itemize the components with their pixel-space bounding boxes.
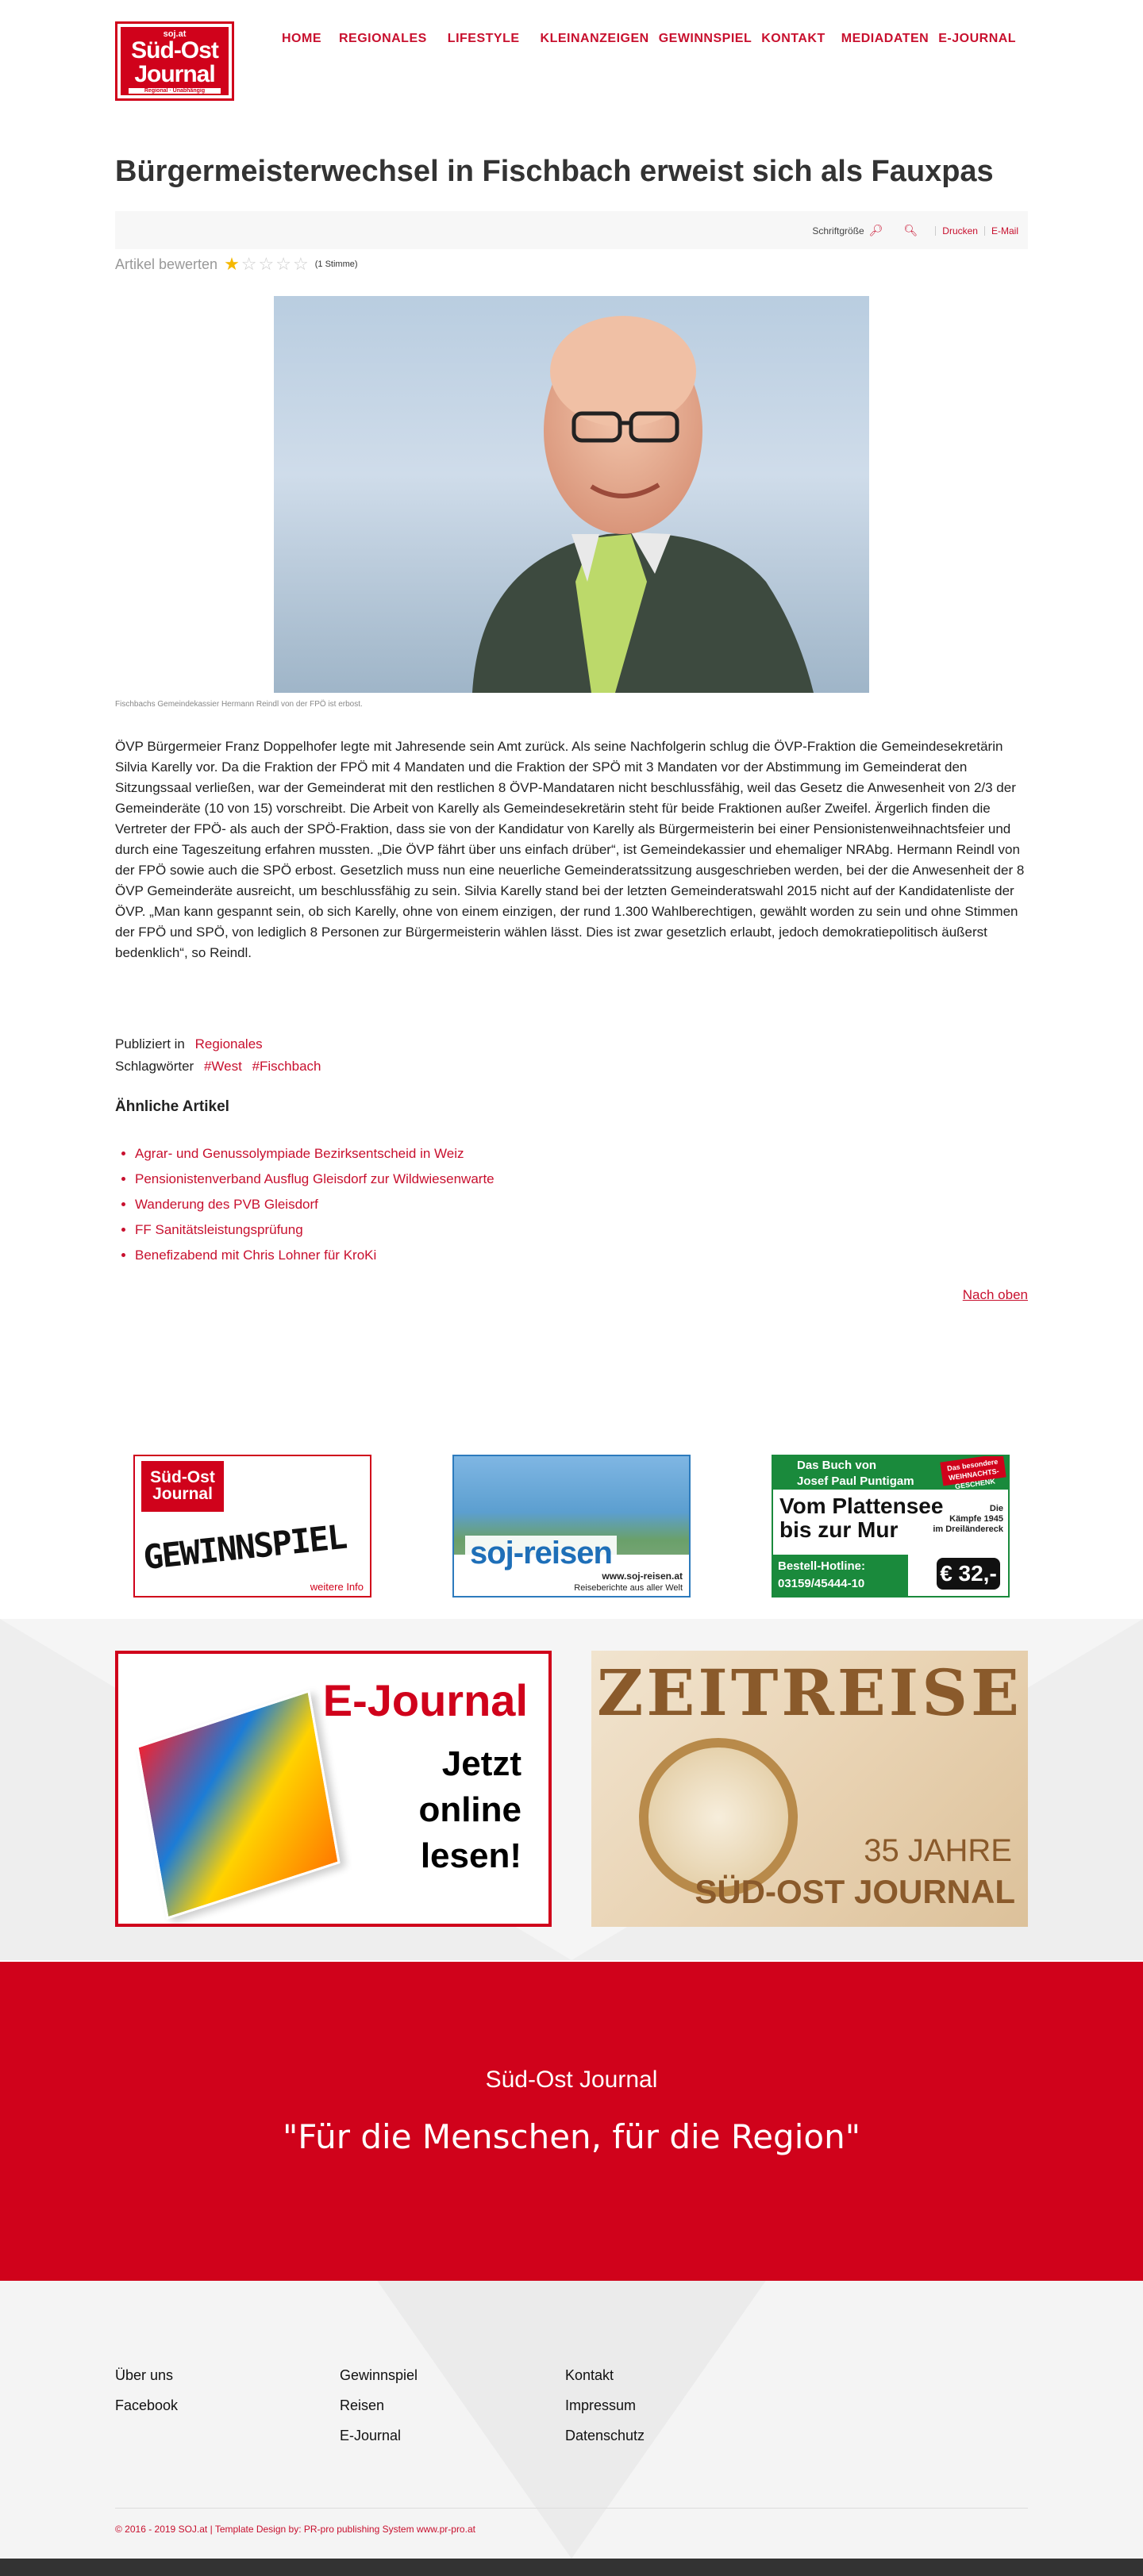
buch-title-line2: bis zur Mur (779, 1517, 899, 1542)
buch-place-line2: Kämpfe 1945 (949, 1514, 1003, 1524)
reisen-word: soj-reisen (465, 1536, 617, 1571)
footer-link-kontakt[interactable]: Kontakt (565, 2367, 614, 2383)
buch-place-line1: Die (989, 1504, 1003, 1513)
footer-link-ueber-uns[interactable]: Über uns (115, 2367, 174, 2383)
related-heading: Ähnliche Artikel (115, 1098, 229, 1115)
tags-row (115, 1055, 321, 1078)
buch-place (933, 1504, 1003, 1535)
footer-col-1 (115, 2360, 178, 2420)
nav-kontakt[interactable]: KONTAKT (761, 32, 826, 45)
related-list (135, 1141, 495, 1268)
zoom-in-icon[interactable]: 🔍︎ (903, 224, 918, 236)
category-link[interactable]: Regionales (194, 1036, 263, 1052)
list-item (135, 1217, 495, 1243)
buch-badge: Das besondere WEIHNACHTS-GESCHENK (940, 1455, 1006, 1486)
published-in (115, 1033, 321, 1055)
list-item (135, 1243, 495, 1268)
portrait-illustration (274, 296, 869, 693)
ejournal-line1: Jetzt (441, 1744, 521, 1783)
buch-banner[interactable] (772, 1455, 1010, 1598)
ejournal-line3: lesen! (420, 1836, 521, 1875)
copyright: © 2016 - 2019 SOJ.at | Template Design by: PR-pro publishing System www.pr-pro.at (115, 2524, 475, 2535)
zeitreise-banner[interactable] (591, 1651, 1028, 1927)
zeitreise-years: 35 JAHRE (864, 1833, 1012, 1868)
rating-count: (1 Stimme) (314, 260, 358, 269)
tag-link[interactable]: #West (203, 1059, 242, 1074)
star-icon[interactable]: ★ (224, 254, 240, 274)
buch-top-line2: Josef Paul Puntigam (797, 1474, 914, 1488)
footer-link-ejournal[interactable]: E-Journal (340, 2428, 402, 2443)
tags-label: Schlagwörter (115, 1059, 194, 1074)
bottom-strip (0, 2559, 1143, 2576)
nav-lifestyle[interactable]: LIFESTYLE (447, 32, 520, 45)
nav-ejournal[interactable]: E-JOURNAL (938, 32, 1017, 45)
band-brand: Süd-Ost Journal (485, 2067, 658, 2093)
related-link[interactable]: Benefizabend mit Chris Lohner für KroKi (135, 1248, 377, 1263)
zeitreise-title: ZEITREISE (597, 1655, 1022, 1730)
footer-link-datenschutz[interactable]: Datenschutz (565, 2428, 645, 2443)
site-header (0, 0, 1143, 135)
gewinnspiel-word: GEWINNSPIEL (141, 1517, 348, 1578)
footer-link-gewinnspiel[interactable]: Gewinnspiel (340, 2367, 418, 2383)
footer-link-reisen[interactable]: Reisen (340, 2397, 385, 2413)
zoom-out-icon[interactable]: 🔎︎ (868, 224, 883, 236)
ejournal-banner[interactable] (115, 1651, 552, 1927)
nav-home[interactable]: HOME (282, 32, 321, 45)
gewinnspiel-banner[interactable] (133, 1455, 371, 1598)
related-link[interactable]: FF Sanitätsleistungsprüfung (135, 1222, 303, 1237)
reisen-url: www.soj-reisen.at (602, 1571, 683, 1582)
logo-line1: Süd-Ost (131, 37, 218, 63)
buch-hotline (773, 1555, 908, 1596)
related-link[interactable]: Agrar- und Genussolympiade Bezirksentscheid in Weiz (135, 1146, 464, 1161)
reisen-banner[interactable] (452, 1455, 691, 1598)
list-item (135, 1192, 495, 1217)
main-nav (282, 32, 1033, 46)
star-icon[interactable]: ☆ (241, 254, 257, 274)
toolbar-divider (984, 226, 985, 236)
site-footer (0, 2281, 1143, 2559)
buch-hotline-number: 03159/45444-10 (778, 1577, 865, 1590)
list-item (135, 1141, 495, 1167)
banner-logo-line1: Süd-Ost (150, 1468, 215, 1486)
back-to-top-link[interactable]: Nach oben (962, 1287, 1028, 1302)
star-icon[interactable]: ☆ (258, 254, 275, 274)
article-title: Bürgermeisterwechsel in Fischbach erweist sich als Fauxpas (115, 155, 994, 188)
logo-sub: Regional · Unabhängig (129, 88, 221, 94)
zeitreise-brand: SÜD-OST JOURNAL (695, 1873, 1015, 1910)
footer-divider (115, 2508, 1028, 2509)
ejournal-line2: online (418, 1790, 521, 1829)
magazine-illustration (136, 1690, 340, 1920)
published-label: Publiziert in (115, 1036, 185, 1052)
nav-gewinnspiel[interactable]: GEWINNSPIEL (658, 32, 752, 45)
banner-logo (141, 1461, 224, 1512)
tag-link[interactable]: #Fischbach (252, 1059, 321, 1074)
footer-link-facebook[interactable]: Facebook (115, 2397, 179, 2413)
star-icon[interactable]: ☆ (275, 254, 291, 274)
nav-regionales[interactable]: REGIONALES (339, 32, 427, 45)
reisen-sub: Reiseberichte aus aller Welt (574, 1583, 683, 1593)
buch-place-line3: im Dreiländereck (933, 1524, 1003, 1534)
article-rating (115, 256, 358, 273)
footer-link-impressum[interactable]: Impressum (565, 2397, 637, 2413)
band-slogan: "Für die Menschen, für die Region" (282, 2117, 861, 2156)
list-item (135, 1167, 495, 1192)
nav-kleinanzeigen[interactable]: KLEINANZEIGEN (540, 32, 649, 45)
banner-logo-line2: Journal (152, 1485, 213, 1503)
star-icon[interactable]: ☆ (293, 254, 309, 274)
photo-caption: Fischbachs Gemeindekassier Hermann Reindl von der FPÖ ist erbost. (115, 700, 363, 709)
buch-hotline-label: Bestell-Hotline: (778, 1559, 866, 1573)
site-logo-mark (121, 27, 229, 95)
logo-line2: Journal (134, 61, 215, 87)
logo-small-text: soj.at (163, 29, 187, 39)
ejournal-cta (418, 1741, 521, 1879)
article-toolbar (115, 211, 1028, 249)
ejournal-title: E-Journal (322, 1675, 528, 1725)
font-size-label: Schriftgröße (812, 225, 864, 236)
article-body: ÖVP Bürgermeier Franz Doppelhofer legte mit Jahresende sein Amt zurück. Als seine Nachfolgerin schlug die ÖVP-Fraktion die Gemeindesekretärin Silvia Karelly vor. Da die Fraktion der FPÖ mit 4 Mandaten und die Fraktion der SPÖ mit 3 Mandaten vor der Abstimmung im Gemeinderat den Sitzungssaal verließen, war der Gemeinderat mit den restlichen 8 ÖVP-Mandataren nicht beschlussfähig, weil das Gesetz die Anwesenheit von 2/3 der Gemeinderäte (10 von 15) vorschreibt. Die Arbeit von Karelly als Gemeindesekretärin steht für beide Fraktionen außer Zweifel. Ärgerlich finden die Vertreter der FPÖ- als auch der SPÖ-Fraktion, dass sie von der Kandidatur von Karelly als Bürgermeisterin bei einer Pensionistenweihnachtsfeier und durch eine Tageszeitung erfahren mussten. „Die ÖVP fährt über uns einfach drüber“, ist Gemeindekassier und ehemaliger NRAbg. Hermann Reindl von der FPÖ sowie auch die SPÖ erbost. Gesetzlich muss nun eine neuerliche Gemeinderatssitzung ausgeschrieben werden, bei der die Anwesenheit der 8 ÖVP Gemeinderäte ausreicht, um beschlussfähig zu sein. Silvia Karelly stand bei der letzten Gemeinderatswahl 2015 nicht auf der Kandidatenliste der ÖVP. „Man kann gespannt sein, ob sich Karelly, ohne von einem einzigen, der rund 1.300 Wahlberechtigen, gewählt worden zu sein und ohne Stimmen der FPÖ und SPÖ, von lediglich 8 Personen zur Bürgermeisterin wählen lässt. Dies ist zwar gesetzlich erlaubt, jedoch demokratiepolitisch äußerst bedenklich“, so Reindl. (115, 739, 1025, 960)
footer-col-2 (340, 2360, 418, 2451)
toolbar-divider (935, 226, 936, 236)
related-link[interactable]: Wanderung des PVB Gleisdorf (135, 1197, 318, 1212)
nav-mediadaten[interactable]: MEDIADATEN (841, 32, 929, 45)
buch-title (779, 1494, 943, 1542)
gewinnspiel-more: weitere Info (310, 1581, 364, 1593)
email-link[interactable]: E-Mail (991, 225, 1018, 236)
footer-col-3 (565, 2360, 645, 2451)
buch-price: € 32,- (937, 1558, 1000, 1590)
buch-title-line1: Vom Plattensee (779, 1494, 944, 1518)
related-link[interactable]: Pensionistenverband Ausflug Gleisdorf zur Wildwiesenwarte (135, 1171, 495, 1186)
print-link[interactable]: Drucken (942, 225, 978, 236)
rating-label: Artikel bewerten (115, 256, 218, 272)
article-meta (115, 1033, 321, 1078)
article-photo (274, 296, 869, 693)
slogan-band (0, 1962, 1143, 2281)
site-logo[interactable] (115, 21, 234, 101)
buch-top-line1: Das Buch von (797, 1459, 877, 1472)
